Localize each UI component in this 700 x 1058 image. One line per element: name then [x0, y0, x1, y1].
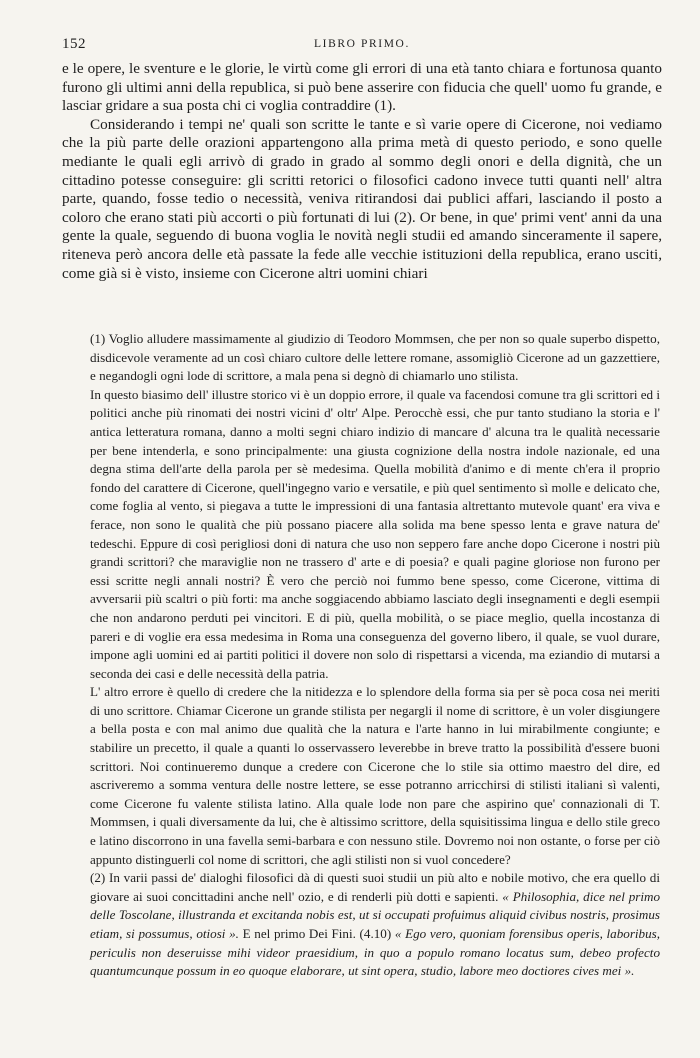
paragraph-2: Considerando i tempi ne' quali son scritte le tante e sì varie opere di Cicerone, noi vediamo che la più parte delle orazioni appartengono alla prima metà di questo periodo, e sono quelle mediante le quali egli arrivò di grado in grado al sommo degli onori e della dignità, che un cittadino potesse conseguire: gli scritti retorici o filosofici cadono invece tutti quanti nell' altra parte, quando, fosse tedio o necessità, veniva ritirandosi dai publici affari, lasciando il posto a coloro che erano stati più accorti o più fortunati di lui (2). Or bene, in que' primi vent' anni da una gente la quale, seguendo di buona voglia le novità negli studii ed amando sinceramente il sapere, riteneva però ancora delle età passate la fede alle vecchie istituzioni della republica, erano usciti, come già si è visto, insieme con Cicerone altri uomini chiari [62, 115, 662, 282]
footnote-2 [90, 869, 660, 981]
footnotes [90, 330, 660, 981]
page-header [62, 36, 662, 56]
paragraph-1: e le opere, le sventure e le glorie, le virtù come gli errori di una età tanto chiara e fortunosa quanto furono gli ultimi anni della republica, si può bene asserire con fiducia che quell' uomo fu grande, e lasciar gridare a sua posta chi ci voglia contraddire (1). [62, 60, 662, 115]
footnote-2-quote-de-finibus: « Ego vero, quoniam forensibus operis, laboribus, periculis non deseruisse mihi videor praesidium, in quo a populo romano locatus sum, debeo profecto quantumcunque possum in eo quoque elaborare, ut sint opera, studio, labore meo doctiores cives mei ». [90, 926, 661, 979]
footnote-2-quote-tusculan: « Philosophia, dice nel primo delle Toscolane, illustranda et excitanda nobis est, ut si occupati profuimus aliquid civibus nostris, prosimus etiam, si possumus, otiosi ». [90, 888, 660, 941]
main-text [62, 60, 662, 283]
page-number: 152 [62, 36, 86, 52]
footnote-1-paragraph-2: In questo biasimo dell' illustre storico vi è un doppio errore, il quale va facendosi comune tra gli scrittori ed i politici anche più rinomati dei nostri vicini d' oltr' Alpe. Perocchè essi, che pur tanto studiano la storia e l' antica letteratura romana, danno a molti segni chiaro indizio di mancare d' alcuna tra le qualità necessarie per bene intenderla, e sono principalmente: una giusta cognizione della nostra indole nazionale, ed una degna stima dell'arte della parola per sè medesima. Quella mobilità d'animo e di mente ch'era il proprio fondo del carattere di Cicerone, quell'ingegno vario e versatile, e più quel sentimento sì molle e delicato che, come foglia al vento, si piegava a tutte le impressioni di una fantasia altrettanto mutevole quant' era viva e ferace, non sono le qualità che più possano piacere alla solida ma bene spesso lenta e grave natura de' tedeschi. Eppure di così perigliosi doni di natura che uso non seppero fare anche dopo Cicerone i nostri più grandi scrittori? che maraviglie non ne trassero d' arte e di poesia? e quali pagine gloriose non furono per essi scritte negli annali nostri? È vero che perciò noi fummo bene spesso, come Cicerone, vittima di avversarii più scaltri o più forti: ma anche soggiacendo abbiamo lasciato degli insegnamenti e degli esempii che non andarono perduti pei vincitori. E di più, quella mobilità, o se piace meglio, quella incostanza di pareri e di voglie era essa medesima in Roma una conseguenza del governo libero, il quale, se vuol durare, impone agli uomini ed ai partiti politici il dovere non solo di rispettarsi a vicenda, ma eziandio di mutarsi a seconda dei casi e delle necessità della patria. [90, 386, 660, 681]
footnote-2-intro: (2) In varii passi de' dialoghi filosofici dà di questi suoi studii un più alto e nobile motivo, che era quello di giovare ai suoi concittadini anche nell' ozio, e di renderli più dotti e sapienti. [90, 870, 660, 904]
footnote-1-paragraph-3: L' altro errore è quello di credere che la nitidezza e lo splendore della forma sia per sè poca cosa nei meriti di uno scrittore. Chiamar Cicerone un grande stilista per negargli il nome di scrittore, è un voler disgiungere a bella posta e con mal animo due qualità che la natura e l'arte hanno in lui mirabilmente congiunte; e stabilire un precetto, il quale a quanti lo osservassero leverebbe in breve tratto la possibilità d'essere buoni scrittori. Noi continueremo dunque a credere con Cicerone che lo stile sia ottimo maestro del dire, ed ascriveremo a somma ventura delle nostre lettere, se esse potranno arricchirsi di stilisti italiani sì valenti, come Cicerone fu valente stilista latino. Alla quale lode non pare che aspirino que' connazionali di T. Mommsen, i quali diversamente da lui, che è altissimo scrittore, della squisitissima lingua e dello stile greco e latino discorrono in una favella semi-barbara e con nessuno stile. Dovremo noi non ostante, o forse per ciò appunto distinguerli col nome di scrittori, che agli stilisti non si vuol concedere? [90, 684, 660, 867]
footnote-1: (1) Voglio alludere massimamente al giudizio di Teodoro Mommsen, che per non so quale superbo dispetto, disdicevole veramente ad un così chiaro cultore delle lettere romane, assomigliò Cicerone ad un gazzettiere, e negandogli ogni lode di scrittore, a mala pena si degnò di chiamarlo uno stilista. [90, 331, 660, 384]
running-head: LIBRO PRIMO. [314, 38, 410, 50]
footnote-2-mid: E nel primo Dei Fini. (4.10) [242, 926, 392, 941]
